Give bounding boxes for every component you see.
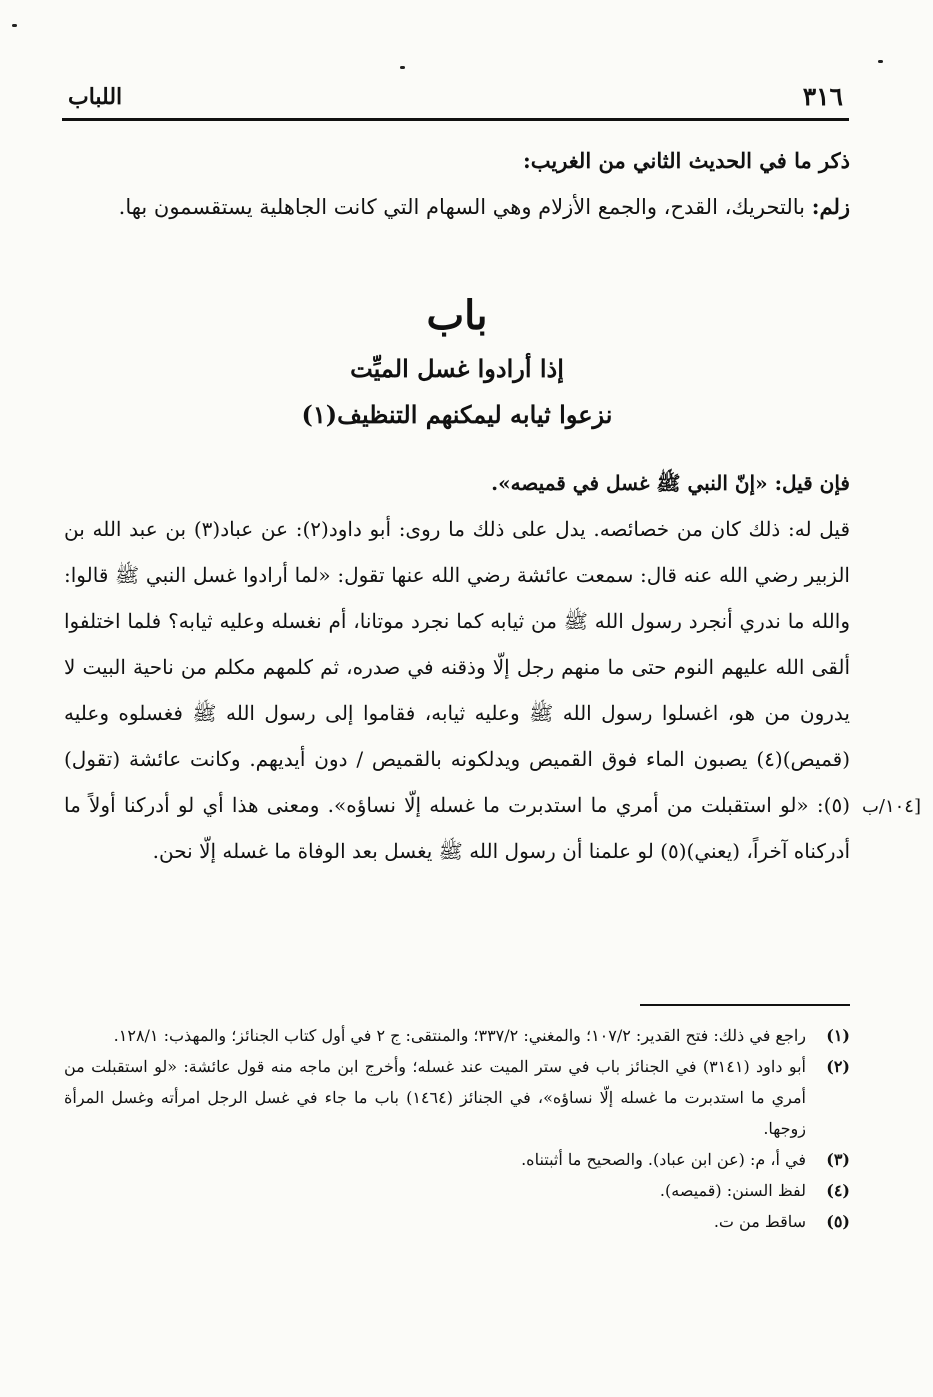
chapter-heading	[64, 286, 850, 438]
intro-section	[64, 138, 850, 230]
footnote-number: (٢)	[826, 1057, 850, 1076]
footnote-text: راجع في ذلك: فتح القدير: ١٠٧/٢؛ والمغني: ٣٣٧/٢؛ والمنتقى: ج ٢ في أول كتاب الجنائز؛ والمهذب: ١٢٨/١.	[113, 1026, 806, 1045]
scan-speck	[878, 60, 883, 63]
footnote-item	[64, 1051, 850, 1144]
response-paragraph: قيل له: ذلك كان من خصائصه. يدل على ذلك ما روى: أبو داود(٢): عن عباد(٣) بن عبد الله بن الزبير رضي الله عنه قال: سمعت عائشة رضي الله عنها تقول: «لما أرادوا غسل النبي ﷺ قالوا: والله ما ندري أنجرد رسول الله ﷺ من ثيابه كما نجرد موتانا، أم نغسله وعليه ثيابه؟ فلما اختلفوا ألقى الله عليهم النوم حتى ما منهم رجل إلّا وذقنه في صدره، ثم كلمهم مكلم من ناحية البيت لا يدرون من هو، اغسلوا رسول الله ﷺ وعليه ثيابه، فقاموا إلى رسول الله ﷺ فغسلوه وعليه (قميص)(٤) يصبون الماء فوق القميص ويدلكونه بالقميص / دون أيديهم. وكانت عائشة (تقول)(٥): «لو استقبلت من أمري ما استدبرت ما غسله إلّا نساؤه». ومعنى هذا أي لو أدركنا أولاً ما أدركناه آخراً، (يعني)(٥) لو علمنا أن رسول الله ﷺ يغسل بعد الوفاة ما غسله إلّا نحن.	[64, 517, 851, 863]
footnote-item	[64, 1020, 850, 1051]
footnote-text: في أ، م: (عن ابن عباد). والصحيح ما أثبتناه.	[521, 1150, 806, 1169]
footnote-text: ساقط من ت.	[713, 1212, 806, 1231]
footnote-item	[64, 1175, 850, 1206]
intro-heading: ذكر ما في الحديث الثاني من الغريب:	[523, 148, 850, 173]
footnote-number: (٤)	[826, 1181, 850, 1200]
footnote-number: (١)	[826, 1026, 850, 1045]
footnote-item	[64, 1206, 850, 1237]
footnote-text: أبو داود (٣١٤١) في الجنائز باب في ستر الميت عند غسله؛ وأخرج ابن ماجه منه قول عائشة: «لو استقبلت من أمري ما استدبرت ما غسله إلّا نساؤه»، في الجنائز (١٤٦٤) باب ما جاء في غسل الرجل امرأته وغسل المرأة زوجها.	[64, 1057, 807, 1138]
scan-speck	[400, 66, 405, 69]
footnotes	[64, 1020, 850, 1237]
scan-speck	[12, 24, 17, 27]
chapter-label: باب	[426, 292, 488, 339]
footnote-number: (٥)	[826, 1212, 850, 1231]
footnote-text: لفظ السنن: (قميصه).	[659, 1181, 806, 1200]
chapter-title-line2: نزعوا ثيابه ليمكنهم التنظيف(١)	[301, 400, 613, 429]
running-title: اللباب	[68, 84, 123, 110]
chapter-title-line1: إذا أرادوا غسل الميِّت	[350, 354, 564, 383]
main-text	[64, 460, 850, 874]
page-header	[62, 82, 849, 121]
intro-definition	[64, 184, 850, 230]
objection-paragraph: فإن قيل: «إنّ النبي ﷺ غسل في قميصه».	[491, 471, 850, 495]
manuscript-folio-note: ١٠٤/ب]	[861, 796, 921, 817]
footnote-divider	[640, 1004, 850, 1006]
footnote-item	[64, 1144, 850, 1175]
footnote-number: (٣)	[826, 1150, 850, 1169]
definition-text: بالتحريك، القدح، والجمع الأزلام وهي السهام التي كانت الجاهلية يستقسمون بها.	[118, 195, 806, 219]
definition-term: زلم:	[811, 194, 850, 219]
page-number: ٣١٦	[802, 82, 843, 111]
